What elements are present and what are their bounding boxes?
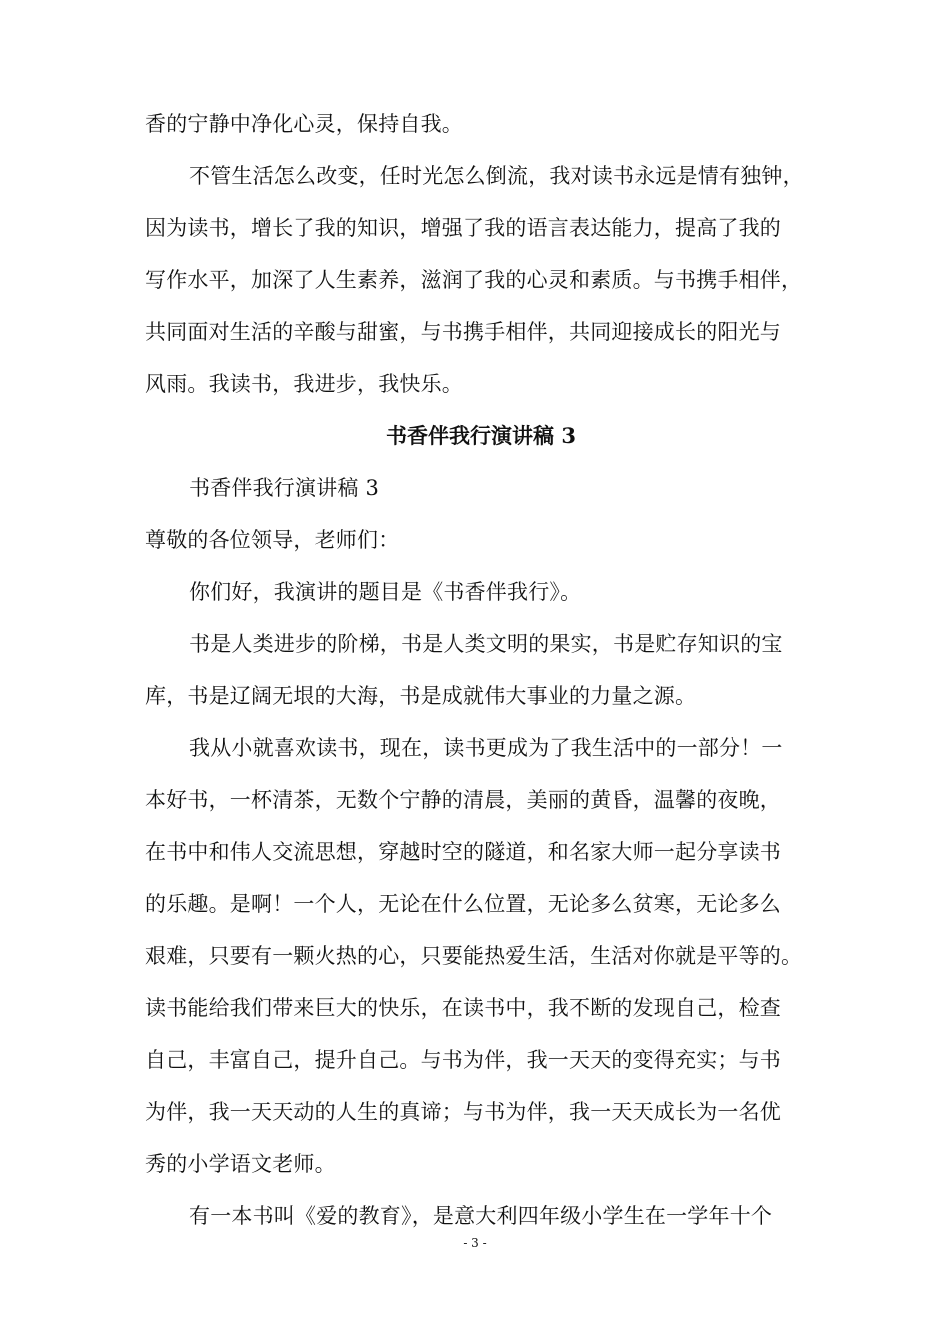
section-heading: 书香伴我行演讲稿 3	[386, 423, 576, 448]
paragraph-line: 书香伴我行演讲稿 3	[189, 476, 380, 500]
paragraph-line: 不管生活怎么改变，任时光怎么倒流，我对读书永远是情有独钟，	[189, 164, 804, 188]
document-body	[145, 98, 817, 1242]
paragraph-line: 本好书，一杯清茶，无数个宁静的清晨，美丽的黄昏，温馨的夜晚，	[145, 788, 781, 812]
paragraph-line: 读书能给我们带来巨大的快乐，在读书中，我不断的发现自己，检查	[145, 996, 781, 1020]
paragraph-line: 因为读书，增长了我的知识，增强了我的语言表达能力，提高了我的	[145, 216, 781, 240]
page-number: - 3 -	[463, 1236, 487, 1250]
paragraph-line: 为伴，我一天天动的人生的真谛；与书为伴，我一天天成长为一名优	[145, 1100, 781, 1124]
paragraph-line: 艰难，只要有一颗火热的心，只要能热爱生活，生活对你就是平等的。	[145, 944, 803, 968]
paragraph-line: 香的宁静中净化心灵，保持自我。	[145, 112, 463, 136]
paragraph-line: 你们好，我演讲的题目是《书香伴我行》。	[189, 580, 582, 604]
paragraph-line: 的乐趣。是啊！一个人，无论在什么位置，无论多么贫寒，无论多么	[145, 892, 781, 916]
paragraph-line: 有一本书叫《爱的教育》，是意大利四年级小学生在一学年十个	[189, 1204, 773, 1228]
paragraph-line: 自己，丰富自己，提升自己。与书为伴，我一天天的变得充实；与书	[145, 1048, 781, 1072]
salutation-line: 尊敬的各位领导，老师们：	[145, 528, 400, 552]
paragraph-line: 共同面对生活的辛酸与甜蜜，与书携手相伴，共同迎接成长的阳光与	[145, 320, 781, 344]
paragraph-line: 在书中和伟人交流思想，穿越时空的隧道，和名家大师一起分享读书	[145, 840, 781, 864]
paragraph-line: 风雨。我读书，我进步，我快乐。	[145, 372, 463, 396]
paragraph-line: 写作水平，加深了人生素养，滋润了我的心灵和素质。与书携手相伴，	[145, 268, 803, 292]
paragraph-line: 我从小就喜欢读书，现在，读书更成为了我生活中的一部分！一	[189, 736, 783, 760]
paragraph-line: 书是人类进步的阶梯，书是人类文明的果实，书是贮存知识的宝	[189, 632, 783, 656]
paragraph-line: 秀的小学语文老师。	[145, 1152, 336, 1176]
paragraph-line: 库，书是辽阔无垠的大海，书是成就伟大事业的力量之源。	[145, 684, 697, 708]
